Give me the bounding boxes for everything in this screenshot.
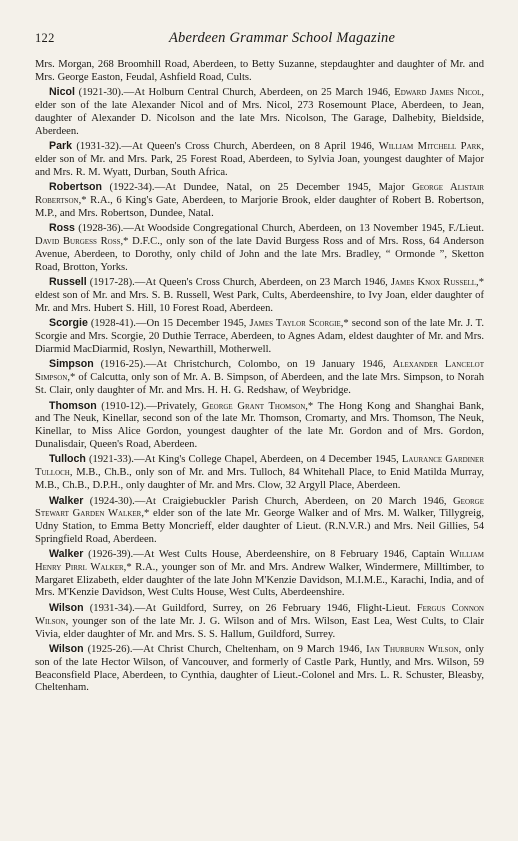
entry-person-name: David Burgess Ross: [35, 236, 121, 248]
entry-surname: Thomson: [49, 399, 97, 412]
entry-details: ,* R.A., younger son of Mr. and Mrs. Andrew Walker, Windermere, Milltimber, to Margaret Elizabeth, elder daughter of the late John M'Kenzie Davidson, M.I.M.E., Karachi, India, and of Mrs. M'Kenzie Davidson, West Cults House, West Cults, Aberdeenshire.: [35, 562, 484, 599]
entry-details: ,* second son of the late Mr. J. T. Scorgie and Mrs. Scorgie, 20 Duthie Terrace, Aberdeen, to Agnes Adam, eldest daughter of Mr. and Mrs. Diarmid MacDiarmid, Roslyn, Newarthill, Motherwell.: [35, 318, 484, 355]
entry-intro: (1922-34).—At Dundee, Natal, on 25 December 1945, Major: [101, 182, 413, 194]
marriage-entries: [35, 86, 484, 695]
entry-intro: (1931-32).—At Queen's Cross Church, Aberdeen, on 8 April 1946,: [71, 141, 379, 153]
entry-intro: (1917-28).—At Queen's Cross Church, Aberdeen, on 23 March 1946,: [86, 277, 391, 289]
entry-surname: Ross: [49, 222, 75, 235]
entry-person-name: James Taylor Scorgie: [249, 318, 341, 330]
entry-details: ,* R.A., 6 King's Gate, Aberdeen, to Marjorie Brook, elder daughter of Robert B. Robertson, M.P., and Mrs. Robertson, Dundee, Natal.: [35, 195, 484, 219]
entry-details: ,* eldest son of Mr. and Mrs. S. B. Russell, West Park, Cults, Aberdeenshire, to Ivy Joan, elder daughter of Mr. and Mrs. Hubert S. Hill, 10 Forest Road, Aberdeen.: [35, 277, 484, 314]
journal-title: Aberdeen Grammar School Magazine: [169, 30, 396, 46]
entry-surname: Simpson: [49, 358, 94, 371]
entry-person-name: George Stewart Garden Walker: [35, 495, 484, 520]
entry-surname: Walker: [49, 494, 84, 507]
entry-wilson-12: [35, 643, 484, 695]
entry-surname: Park: [49, 140, 72, 153]
entry-intro: (1910-12).—Privately,: [96, 400, 202, 412]
entry-details: ,* The Hong Kong and Shanghai Bank, and The Neuk, Kinellar, second son of the late Mr. Thomson, Cromarty, and Mrs. Thomson, The Neuk, Kinellar, to Miss Alice Gordon, youngest daughter of the late Mr. Gordon and of Mrs. Gordon, Dunalisdair, Queen's Road, Aberdeen.: [35, 400, 484, 450]
entry-robertson-2: [35, 181, 484, 220]
entry-person-name: Fergus Connon Wilson: [35, 603, 484, 627]
entry-intro: (1925-26).—At Christ Church, Cheltenham, on 9 March 1946,: [83, 644, 367, 656]
entry-walker-10: [35, 548, 484, 600]
entry-intro: (1928-41).—On 15 December 1945,: [87, 318, 250, 330]
entry-person-name: William Mitchell Park: [378, 141, 482, 153]
running-head: [35, 30, 484, 48]
entry-details: , elder son of Mr. and Mrs. Park, 25 Forest Road, Aberdeen, to Sylvia Joan, youngest daughter of Major and Mrs. R. M. Wyatt, Durban, South Africa.: [35, 141, 484, 178]
entry-intro: (1926-39).—At West Cults House, Aberdeenshire, on 8 February 1946, Captain: [83, 549, 450, 561]
entry-person-name: James Knox Russell: [390, 277, 477, 289]
entry-person-name: William Henry Pirrl Walker: [35, 549, 484, 574]
entry-intro: (1921-30).—At Holburn Central Church, Aberdeen, on 25 March 1946,: [74, 87, 395, 99]
entry-tulloch-8: [35, 453, 484, 492]
entry-person-name: George Grant Thomson: [201, 400, 306, 412]
entry-surname: Scorgie: [49, 317, 88, 330]
continued-paragraph: Mrs. Morgan, 268 Broomhill Road, Aberdeen, to Betty Suzanne, stepdaughter and daughter of Mr. and Mrs. George Easton, Feudal, Ashfield Road, Cults.: [35, 59, 484, 83]
entry-details: , only son of the late Hector Wilson, of Vancouver, and formerly of Castle Park, Huntly, and Mrs. Wilson, 59 Beaconsfield Place, Aberdeen, to Cynthia, daughter of Lieut.-Colonel and Mrs. L. R. Schuster, Bleasby, Cheltenham.: [35, 644, 484, 694]
entry-person-name: George Alistair Robertson: [35, 182, 484, 207]
entry-thomson-7: [35, 400, 484, 452]
entry-details: ,* elder son of the late Mr. George Walker and of Mrs. M. Walker, Tillygreig, Udny Station, to Emma Betty Moncrieff, elder daughter of Lieut. (R.N.V.R.) and Mrs. Neil Gillies, 54 Springfield Road, Aberdeen.: [35, 508, 485, 545]
entry-surname: Robertson: [49, 181, 102, 194]
entry-intro: (1916-25).—At Christchurch, Colombo, on 19 January 1946,: [93, 359, 393, 371]
entry-ross-3: [35, 222, 484, 274]
entry-person-name: Alexander Lancelot Simpson: [35, 359, 484, 384]
page-number: 122: [35, 31, 55, 45]
entry-walker-9: [35, 495, 484, 547]
entry-surname: Tulloch: [49, 453, 86, 466]
entry-park-1: [35, 140, 484, 179]
entry-russell-4: [35, 276, 484, 315]
entry-surname: Wilson: [49, 643, 84, 656]
entry-intro: (1928-36).—At Woodside Congregational Church, Aberdeen, on 13 November 1945, F./Lieut.: [74, 223, 484, 235]
entry-scorgie-5: [35, 317, 484, 356]
entry-surname: Walker: [49, 548, 84, 561]
entry-surname: Nicol: [49, 86, 75, 99]
entry-intro: (1924-30).—At Craigiebuckler Parish Church, Aberdeen, on 20 March 1946,: [83, 495, 454, 507]
entry-details: ,* of Calcutta, only son of Mr. A. B. Simpson, of Aberdeen, and the late Mrs. Simpson, to Norah St. Clair, only daughter of Mr. and Mrs. H. H. G. Redshaw, of Weybridge.: [35, 372, 484, 396]
entry-details: , elder son of the late Alexander Nicol and of Mrs. Nicol, 273 Rosemount Place, Aberdeen, to Jean, daughter of Alexander D. Nicolson and the late Mrs. Nicolson, The Garage, Dalhebity, Bieldside, Aberdeen.: [35, 87, 484, 137]
entry-nicol-0: [35, 86, 484, 138]
entry-details: ,* D.F.C., only son of the late David Burgess Ross and of Mrs. Ross, 64 Anderson Avenue, Aberdeen, to Dorothy, only child of John and the late Mrs. Bradley, “ Ormonde ”, Sketton Road, Brotton, Yorks.: [35, 236, 484, 273]
entry-details: , younger son of the late Mr. J. G. Wilson and of Mrs. Wilson, East Lea, West Cults, to Clair Vivia, elder daughter of Mr. and Mrs. S. S. Hallum, Guildford, Surrey.: [35, 615, 484, 640]
entry-person-name: Ian Thurburn Wilson: [366, 644, 459, 656]
entry-intro: (1931-34).—At Guildford, Surrey, on 26 February 1946, Flight-Lieut.: [83, 603, 417, 615]
entry-wilson-11: [35, 602, 484, 641]
entry-surname: Russell: [49, 276, 87, 289]
entry-intro: (1921-33).—At King's College Chapel, Aberdeen, on 4 December 1945,: [85, 454, 402, 466]
entry-simpson-6: [35, 358, 484, 397]
entry-person-name: Edward James Nicol: [394, 87, 482, 99]
entry-details: , M.B., Ch.B., only son of Mr. and Mrs. Tulloch, 84 Whitehall Place, to Enid Matilda Murray, M.B., Ch.B., D.P.H., only daughter of Mr. and Mrs. Clow, 32 Argyll Place, Aberdeen.: [35, 467, 484, 491]
entry-person-name: Laurance Gardiner Tulloch: [35, 454, 485, 479]
entry-surname: Wilson: [49, 602, 84, 615]
